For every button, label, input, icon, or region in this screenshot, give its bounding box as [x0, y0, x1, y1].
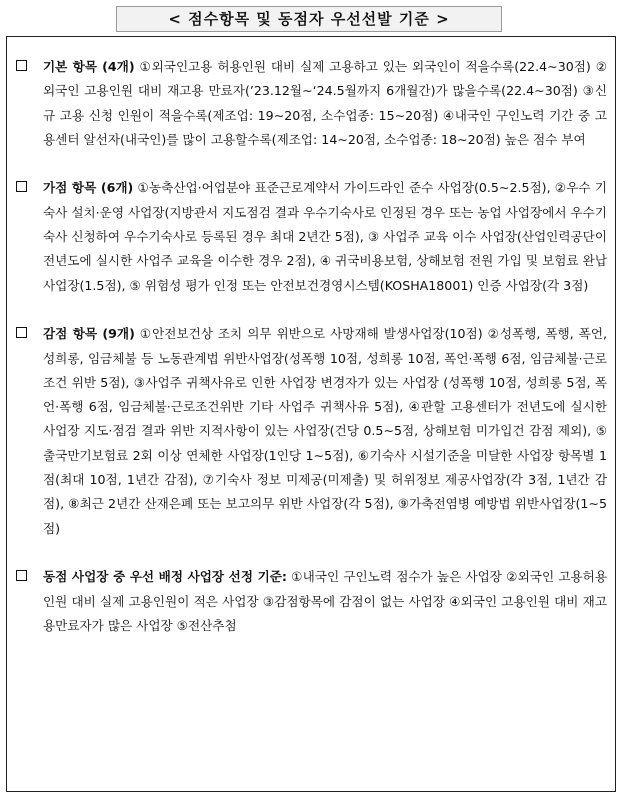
- section-tiebreak-criteria: [15, 565, 607, 638]
- section-body: ①외국인고용 허용인원 대비 실제 고용하고 있는 외국인이 적을수록(22.4∼30점) ②외국인 고용인원 대비 재고용 만료자(’23.12월∼‘24.5월까지 6개월간)가 많을수록(22.4∼30점) ③신규 고용 신청 인원이 적을수록(제조업: 19∼20점, 소수업종: 15∼20점) ④내국인 구인노력 기간 중 고용센터 알선자(내국인)를 많이 고용할수록(제조업: 14∼20점, 소수업종: 18∼20점) 높은 점수 부여: [43, 59, 607, 147]
- section-body: ①안전보건상 조치 의무 위반으로 사망재해 발생사업장(10점) ②성폭행, 폭행, 폭언, 성희롱, 임금체불 등 노동관계법 위반사업장(성폭행 10점, 성희롱 10점, 폭언·폭행 6점, 임금체불·근로조건 위반 5점), ③사업주 귀책사유로 인한 사업장 변경자가 있는 사업장 (성폭행 10점, 성희롱 5점, 폭언·폭행 6점, 임금체불·근로조건위반 기타 사업주 귀책사유 5점), ④관할 고용센터가 전년도에 실시한 사업장 지도·점검 결과 위반 지적사항이 있는 사업장(건당 0.5∼5점, 상해보험 미가입건 감점 제외), ⑤출국만기보험료 2회 이상 연체한 사업장(1인당 1∼5점), ⑥기숙사 시설기준을 미달한 사업장 항목별 1점(최대 10점, 1년간 감점), ⑦기숙사 정보 미제공(미제출) 및 허위정보 제공사업장(각 3점, 1년간 감점), ⑧최근 2년간 산재은폐 또는 보고의무 위반 사업장(각 5점), ⑨가축전염병 예방법 위반사업장(1∼5점): [43, 326, 608, 536]
- section-body: ①내국인 구인노력 점수가 높은 사업장 ②외국인 고용허용인원 대비 실제 고용인원이 적은 사업장 ③감점항목에 감점이 없는 사업장 ④외국인 고용인원 대비 재고용만료자가 많은 사업장 ⑤전산추첨: [43, 569, 607, 633]
- section-heading: 감점 항목 (9개): [43, 326, 135, 342]
- criteria-box: [6, 36, 616, 792]
- checkbox-icon: [16, 60, 27, 71]
- checkbox-icon: [16, 570, 27, 581]
- section-basic-items: [15, 55, 607, 152]
- section-heading: 가점 항목 (6개): [43, 180, 134, 196]
- section-penalty-items: [15, 322, 607, 541]
- checkbox-icon: [16, 181, 27, 192]
- checkbox-icon: [16, 327, 27, 338]
- section-heading: 동점 사업장 중 우선 배정 사업장 선정 기준:: [43, 569, 287, 585]
- section-body: ①농축산업·어업분야 표준근로계약서 가이드라인 준수 사업장(0.5∼2.5점), ②우수 기숙사 설치·운영 사업장(지방관서 지도점검 결과 우수기숙사로 인정된 경우 또는 농업 사업장에서 우수기숙사 신청하여 우수기숙사로 등록된 경우 최대 2년간 5점), ③ 사업주 교육 이수 사업장(산업인력공단이 전년도에 실시한 사업주 교육을 이수한 경우 2점), ④ 귀국비용보험, 상해보험 전원 가입 및 보험료 완납 사업장(1.5점), ⑤ 위험성 평가 인정 또는 안전보건경영시스템(KOSHA18001) 인증 사업장(각 3점): [43, 180, 607, 293]
- document-title: < 점수항목 및 동점자 우선선발 기준 >: [116, 6, 502, 32]
- section-heading: 기본 항목 (4개): [43, 59, 135, 74]
- section-bonus-items: [15, 176, 607, 297]
